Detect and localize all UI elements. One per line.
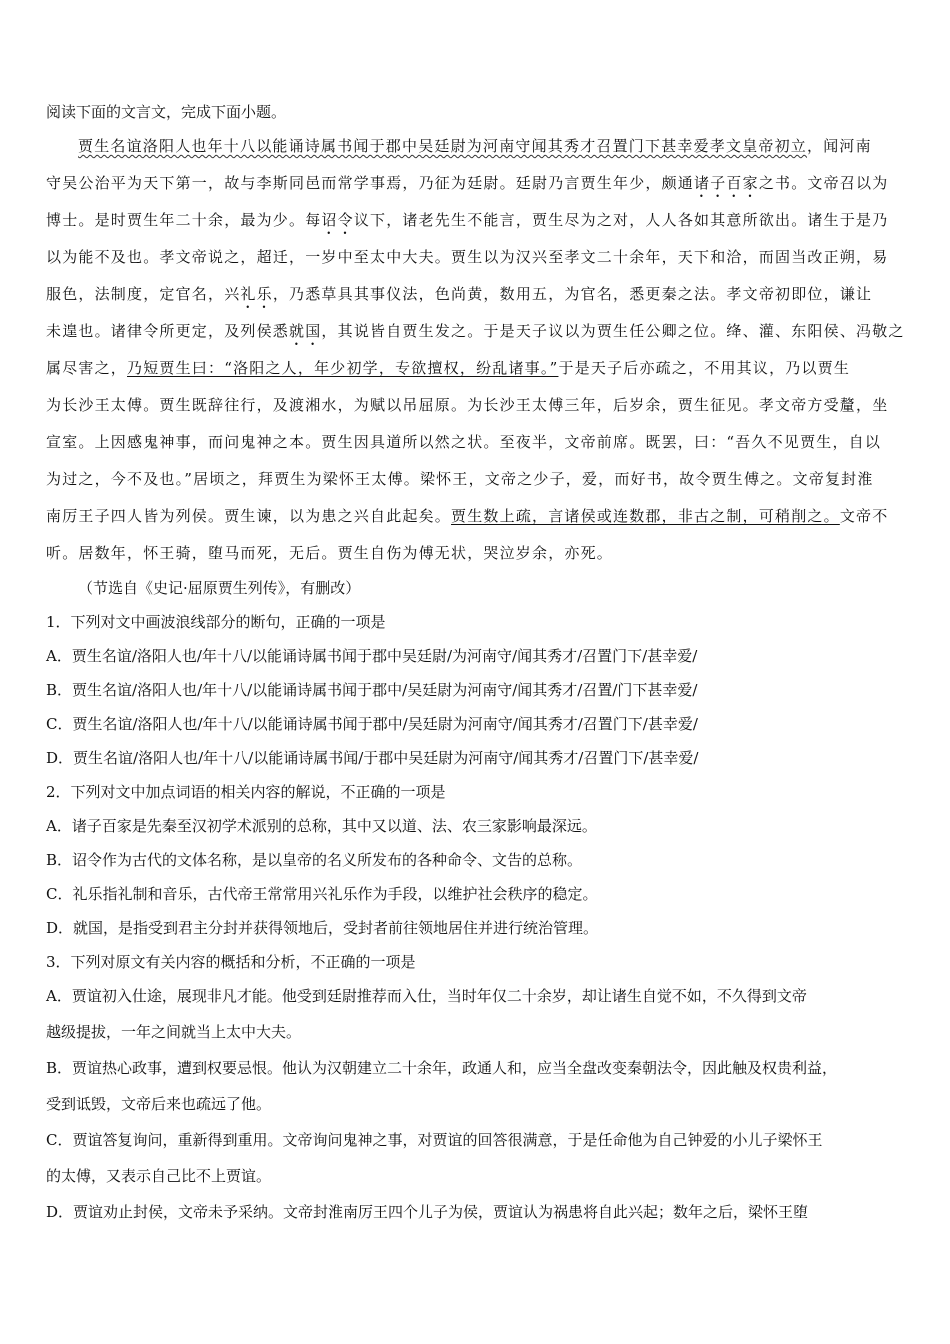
question-3-option-b-line-2: 受到诋毁，文帝后来也疏远了他。 — [46, 1095, 272, 1113]
question-3-option-d-line-1: D．贾谊劝止封侯，文帝未予采纳。文帝封淮南厉王四个儿子为侯，贾谊认为祸患将自此兴起；数年之后，梁怀王堕 — [46, 1203, 809, 1221]
wavy-underlined-sentence: 贾生名谊洛阳人也年十八以能诵诗属书闻于郡中吴廷尉为河南守闻其秀才召置门下甚幸爱孝文皇帝初立 — [78, 137, 808, 155]
passage-line-4: 以为能不及也。孝文帝说之，超迁，一岁中至太中大夫。贾生以为汉兴至孝文二十余年，天下和洽，而固当改正朔，易 — [46, 248, 889, 266]
question-3-option-c-line-1: C．贾谊答复询问，重新得到重用。文帝询问鬼神之事，对贾谊的回答很满意，于是任命他为自己钟爱的小儿子梁怀王 — [46, 1131, 823, 1149]
dotted-term-jiuguo: 就国 — [289, 322, 322, 340]
dotted-term-zhaoling: 诏令 — [321, 211, 354, 229]
question-1-option-b: B．贾生名谊/洛阳人也/年十八/以能诵诗属书闻于郡中/吴廷尉为河南守/闻其秀才/召置/门下甚幸爱/ — [46, 681, 698, 699]
question-3-stem: 3．下列对原文有关内容的概括和分析，不正确的一项是 — [46, 953, 416, 971]
passage-line-6: 未遑也。诸律令所更定，及列侯悉就国，其说皆自贾生发之。于是天子议以为贾生任公卿之位。绛、灌、东阳侯、冯敬之 — [46, 322, 905, 340]
passage-source: （节选自《史记·屈原贾生列传》，有删改） — [78, 579, 361, 597]
question-2-option-c: C．礼乐指礼制和音乐，古代帝王常常用兴礼乐作为手段，以维护社会秩序的稳定。 — [46, 885, 598, 903]
question-3-option-a-line-1: A．贾谊初入仕途，展现非凡才能。他受到廷尉推荐而入仕，当时年仅二十余岁，却让诸生自觉不如，不久得到文帝 — [46, 987, 807, 1005]
underlined-sentence-1: 乃短贾生曰：“洛阳之人，年少初学，专欲擅权，纷乱诸事。” — [127, 359, 559, 377]
question-2-stem: 2．下列对文中加点词语的相关内容的解说，不正确的一项是 — [46, 783, 446, 801]
question-1-option-a: A．贾生名谊/洛阳人也/年十八/以能诵诗属书闻于郡中吴廷尉/为河南守/闻其秀才/召置门下/甚幸爱/ — [46, 647, 698, 665]
question-2-option-a: A．诸子百家是先秦至汉初学术派别的总称，其中又以道、法、农三家影响最深远。 — [46, 817, 597, 835]
question-3-option-b-line-1: B．贾谊热心政事，遭到权要忌恨。他认为汉朝建立二十余年，政通人和，应当全盘改变秦朝法令，因此触及权贵利益， — [46, 1059, 838, 1077]
underlined-sentence-2: 贾生数上疏，言诸侯或连数郡，非古之制，可稍削之。 — [451, 507, 840, 525]
question-2-option-b: B．诏令作为古代的文体名称，是以皇帝的名义所发布的各种命令、文告的总称。 — [46, 851, 583, 869]
question-2-option-d: D．就国，是指受到君主分封并获得领地后，受封者前往领地居住并进行统治管理。 — [46, 919, 599, 937]
question-1-option-d: D．贾生名谊/洛阳人也/年十八/以能诵诗属书闻/于郡中吴廷尉为河南守/闻其秀才/召置门下/甚幸爱/ — [46, 749, 699, 767]
passage-line-9: 宣室。上因感鬼神事，而问鬼神之本。贾生因具道所以然之状。至夜半，文帝前席。既罢，曰：“吾久不见贾生，自以 — [46, 433, 882, 451]
question-1-stem: 1．下列对文中画波浪线部分的断句，正确的一项是 — [46, 613, 386, 631]
question-3-option-a-line-2: 越级提拔，一年之间就当上太中大夫。 — [46, 1023, 302, 1041]
passage-line-8: 为长沙王太傅。贾生既辞往行，及渡湘水，为赋以吊屈原。为长沙王太傅三年，后岁余，贾生征见。孝文帝方受釐，坐 — [46, 396, 889, 414]
passage-line-11: 南厉王子四人皆为列侯。贾生谏，以为患之兴自此起矣。贾生数上疏，言诸侯或连数郡，非古之制，可稍削之。文帝不 — [46, 507, 889, 525]
dotted-term-zhuzibaijia: 诸子百家 — [694, 174, 759, 192]
dotted-term-liyue: 礼乐 — [240, 285, 273, 303]
instruction: 阅读下面的文言文，完成下面小题。 — [46, 103, 287, 121]
question-3-option-c-line-2: 的太傅，又表示自己比不上贾谊。 — [46, 1167, 272, 1185]
passage-line-12: 听。居数年，怀王骑，堕马而死，无后。贾生自伤为傅无状，哭泣岁余，亦死。 — [46, 544, 614, 562]
passage-line-3: 博士。是时贾生年二十余，最为少。每诏令议下，诸老先生不能言，贾生尽为之对，人人各如其意所欲出。诸生于是乃 — [46, 211, 889, 229]
passage-line-2: 守吴公治平为天下第一，故与李斯同邑而常学事焉，乃征为廷尉。廷尉乃言贾生年少，颇通诸子百家之书。文帝召以为 — [46, 174, 889, 192]
passage-line-10: 为过之，今不及也。”居顷之，拜贾生为梁怀王太傅。梁怀王，文帝之少子，爱，而好书，故令贾生傅之。文帝复封淮 — [46, 470, 874, 488]
passage-line-7: 属尽害之，乃短贾生曰：“洛阳之人，年少初学，专欲擅权，纷乱诸事。”于是天子后亦疏之，不用其议，乃以贾生 — [46, 359, 851, 377]
passage-line-5: 服色，法制度，定官名，兴礼乐，乃悉草具其事仪法，色尚黄，数用五，为官名，悉更秦之法。孝文帝初即位，谦让 — [46, 285, 873, 303]
question-1-option-c: C．贾生名谊/洛阳人也/年十八/以能诵诗属书闻于郡中/吴廷尉为河南守/闻其秀才/召置门下/甚幸爱/ — [46, 715, 698, 733]
passage-line-1: 贾生名谊洛阳人也年十八以能诵诗属书闻于郡中吴廷尉为河南守闻其秀才召置门下甚幸爱孝文皇帝初立，闻河南 — [78, 137, 872, 155]
